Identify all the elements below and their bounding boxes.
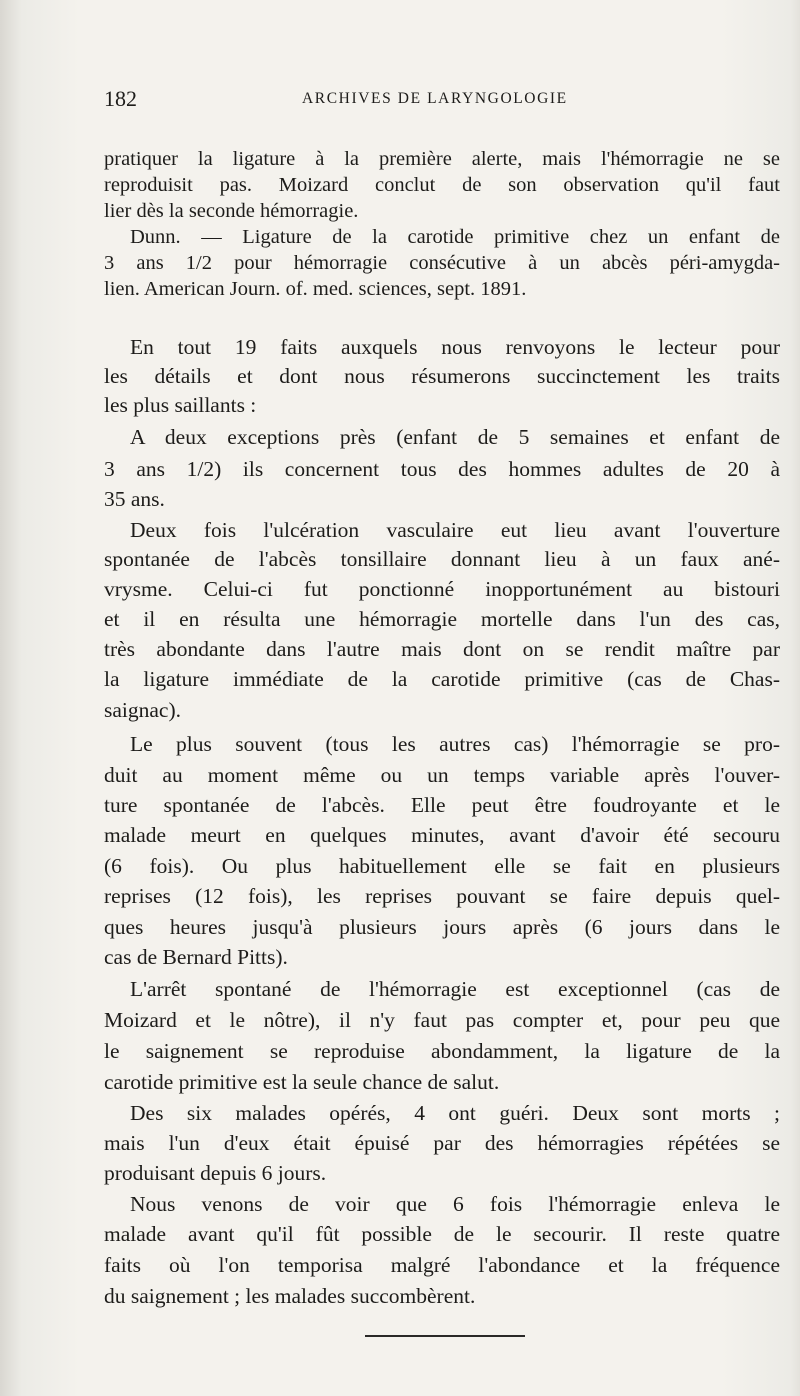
text-line: produisant depuis 6 jours.: [104, 1161, 327, 1185]
page-number: 182: [104, 86, 137, 111]
text-line: 35 ans.: [104, 487, 165, 511]
text-line: Dunn. — Ligature de la carotide primitive chez un enfant de: [130, 226, 780, 248]
text-line: reproduisit pas. Moizard conclut de son observation qu'il faut: [104, 174, 780, 196]
text-line: ture spontanée de l'abcès. Elle peut être foudroyante et le: [104, 793, 780, 817]
text-line: (6 fois). Ou plus habituellement elle se fait en plusieurs: [104, 854, 780, 878]
text-line: malade meurt en quelques minutes, avant d'avoir été secouru: [104, 823, 780, 847]
text-line: En tout 19 faits auxquels nous renvoyons le lecteur pour: [130, 335, 780, 359]
text-line: et il en résulta une hémorragie mortelle dans l'un des cas,: [104, 607, 780, 631]
text-line: ques heures jusqu'à plusieurs jours après (6 jours dans le: [104, 915, 780, 939]
text-line: 3 ans 1/2 pour hémorragie consécutive à un abcès péri-amygda-: [104, 252, 780, 274]
text-line: Nous venons de voir que 6 fois l'hémorragie enleva le: [130, 1192, 780, 1216]
text-line: pratiquer la ligature à la première alerte, mais l'hémorragie ne se: [104, 148, 780, 170]
text-line: la ligature immédiate de la carotide primitive (cas de Chas-: [104, 667, 780, 691]
text-line: Deux fois l'ulcération vasculaire eut lieu avant l'ouverture: [130, 518, 780, 542]
text-line: spontanée de l'abcès tonsillaire donnant lieu à un faux ané-: [104, 547, 780, 571]
text-line: reprises (12 fois), les reprises pouvant se faire depuis quel-: [104, 884, 780, 908]
text-line: faits où l'on temporisa malgré l'abondance et la fréquence: [104, 1253, 780, 1277]
text-line: carotide primitive est la seule chance de salut.: [104, 1070, 500, 1094]
text-line: Moizard et le nôtre), il n'y faut pas compter et, pour peu que: [104, 1008, 780, 1032]
running-title: ARCHIVES DE LARYNGOLOGIE: [302, 90, 568, 107]
text-line: lien. American Journ. of. med. sciences, sept. 1891.: [104, 278, 527, 300]
text-line: cas de Bernard Pitts).: [104, 945, 288, 969]
text-line: Le plus souvent (tous les autres cas) l'hémorragie se pro-: [130, 732, 780, 756]
text-line: L'arrêt spontané de l'hémorragie est exceptionnel (cas de: [130, 977, 780, 1001]
end-rule: [365, 1335, 525, 1337]
text-line: les détails et dont nous résumerons succinctement les traits: [104, 364, 780, 388]
text-line: 3 ans 1/2) ils concernent tous des hommes adultes de 20 à: [104, 457, 780, 481]
text-line: les plus saillants :: [104, 393, 257, 417]
text-line: A deux exceptions près (enfant de 5 semaines et enfant de: [130, 425, 780, 449]
text-line: lier dès la seconde hémorragie.: [104, 200, 359, 222]
text-line: le saignement se reproduise abondamment, la ligature de la: [104, 1039, 780, 1063]
text-line: mais l'un d'eux était épuisé par des hémorragies répétées se: [104, 1131, 780, 1155]
text-line: duit au moment même ou un temps variable après l'ouver-: [104, 763, 780, 787]
page-header: [104, 86, 704, 116]
text-line: du saignement ; les malades succombèrent.: [104, 1284, 476, 1308]
text-line: malade avant qu'il fût possible de le secourir. Il reste quatre: [104, 1222, 780, 1246]
text-line: saignac).: [104, 698, 182, 722]
text-line: Des six malades opérés, 4 ont guéri. Deux sont morts ;: [130, 1101, 780, 1125]
text-line: très abondante dans l'autre mais dont on se rendit maître par: [104, 637, 780, 661]
text-line: vrysme. Celui-ci fut ponctionné inopportunément au bistouri: [104, 577, 780, 601]
